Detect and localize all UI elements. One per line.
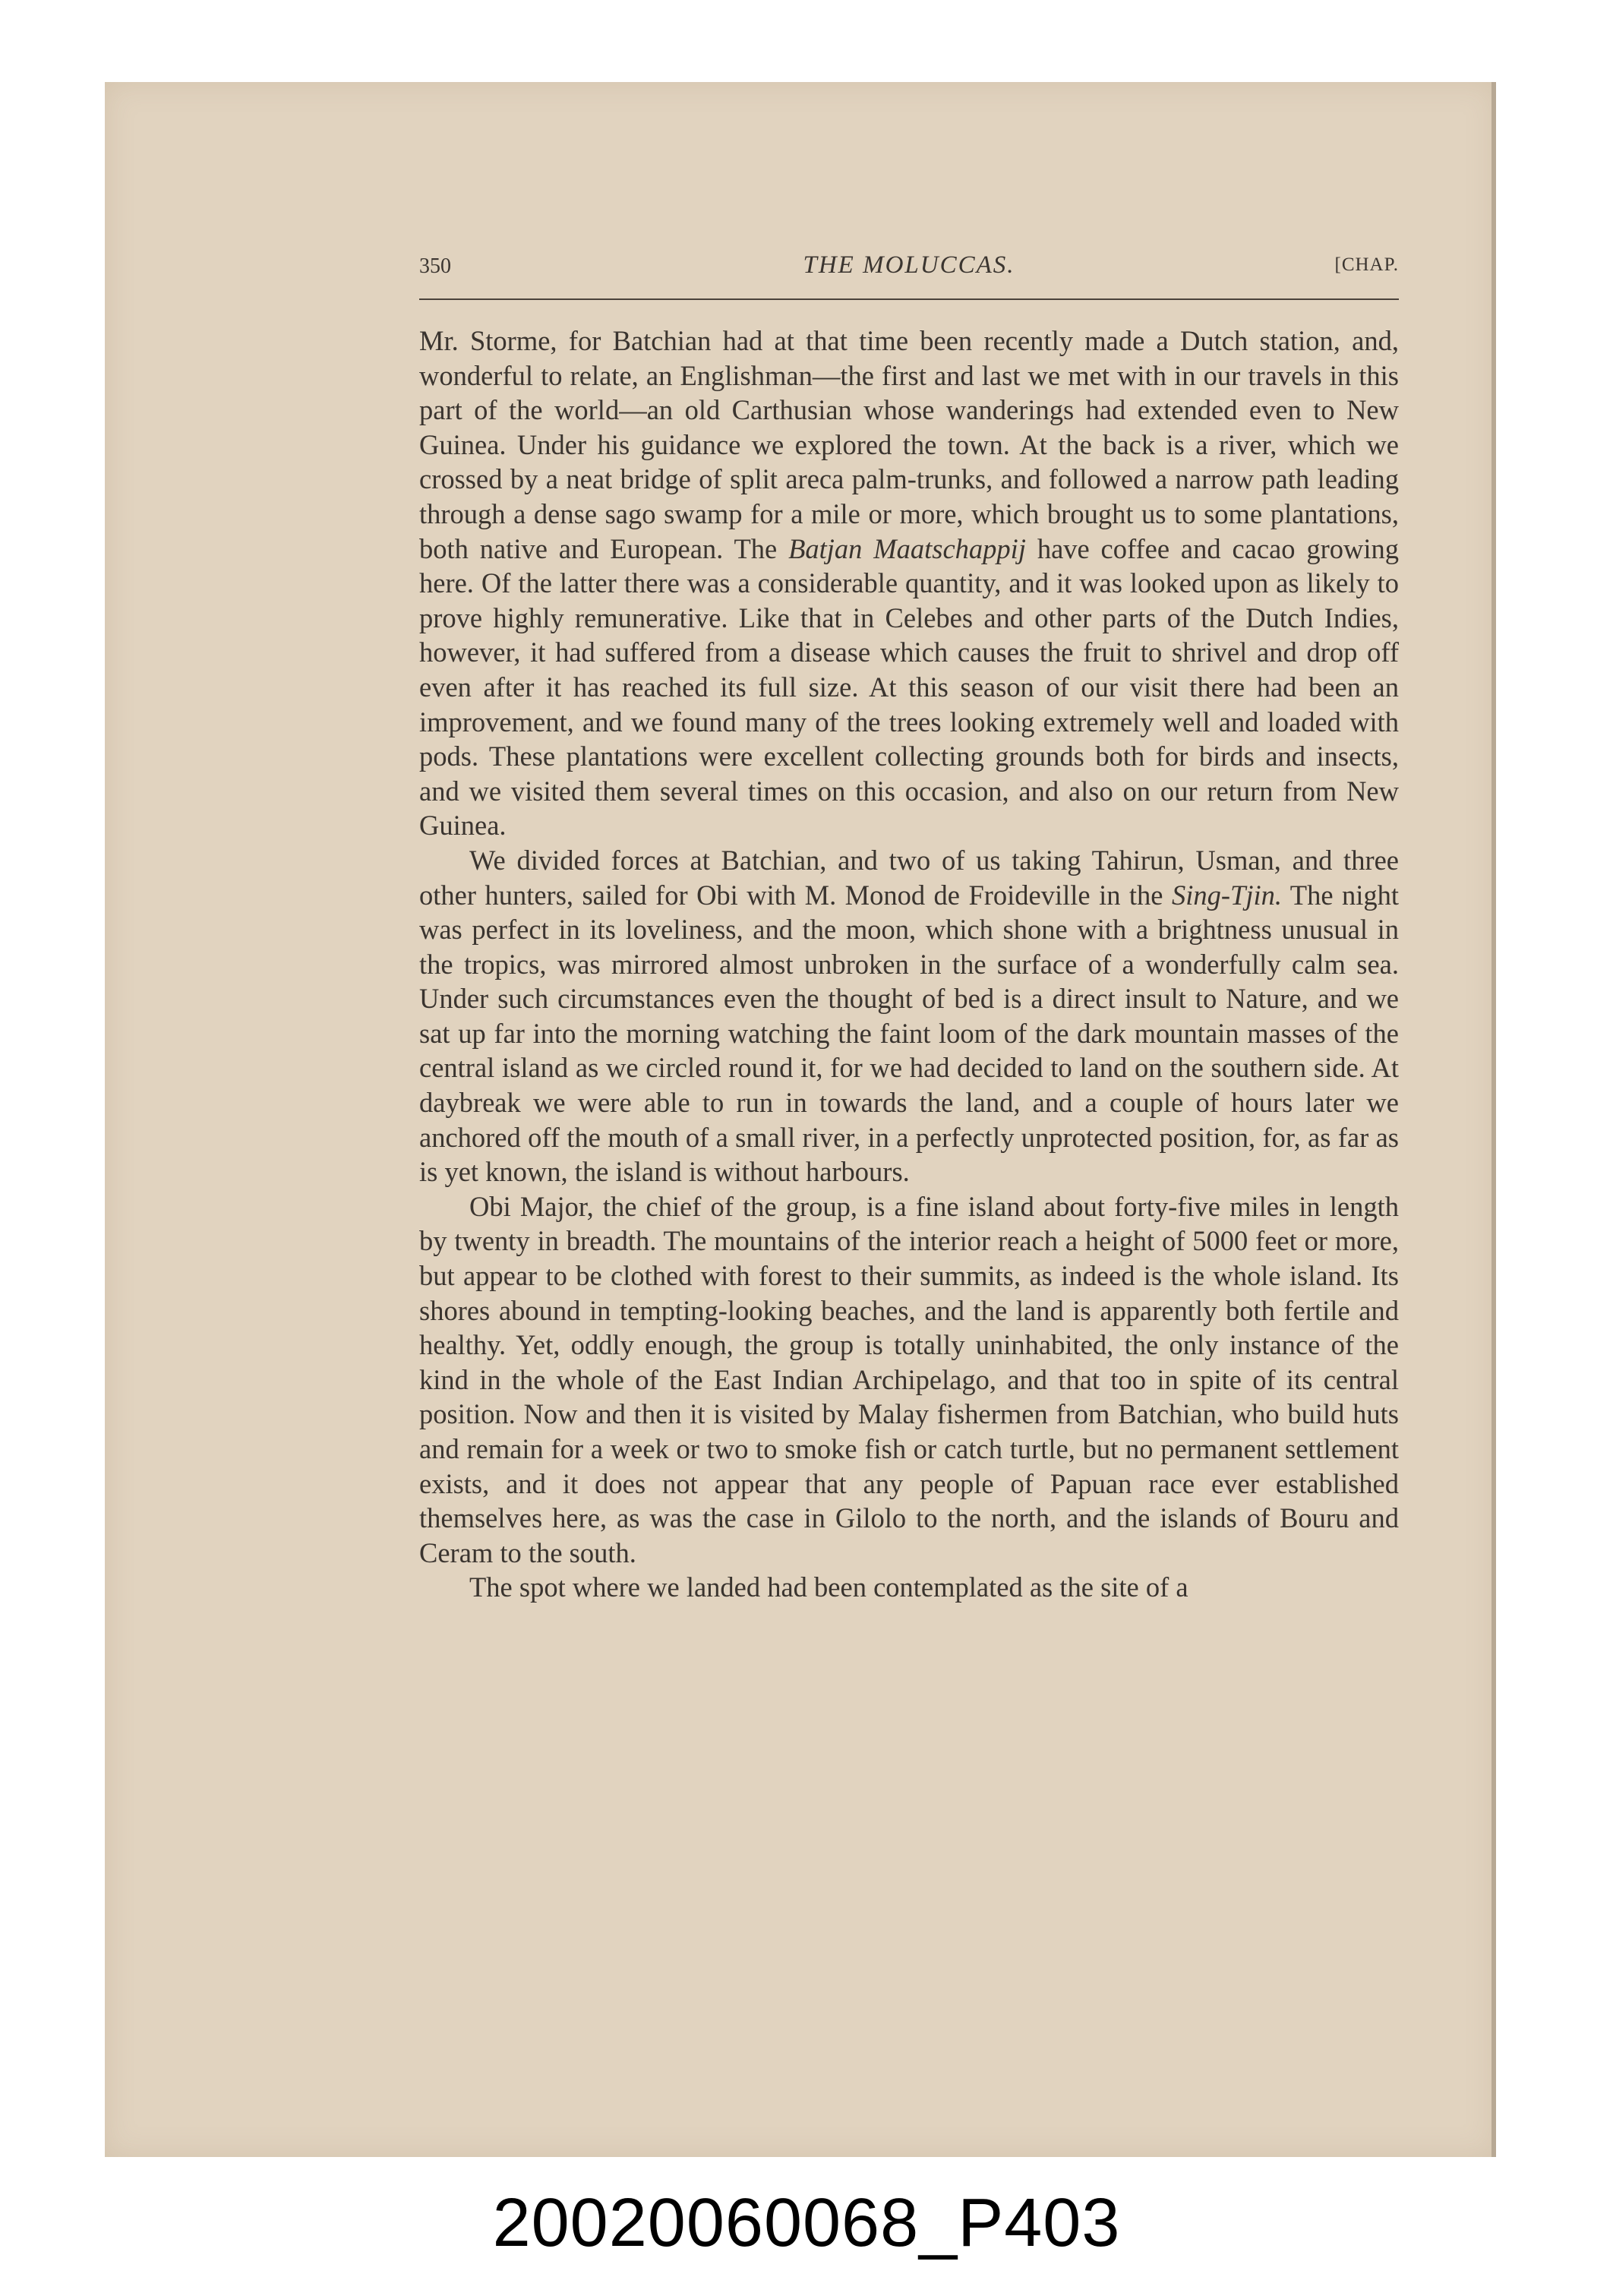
paragraph-2-part-a: We divided forces at Batchian, and two of us taking Tahirun, Usman, and three other hunters, sailed for Obi with M. Monod de Froideville in the (419, 844, 1399, 911)
chapter-mark: [CHAP. (1334, 254, 1399, 275)
paragraph-1-part-b: have coffee and cacao growing here. Of the latter there was a considerable quantity, and it was looked upon as likely to prove highly remunerative. Like that in Celebes and other parts of the Dutch Indies, however, it had suffered from a disease which causes the fruit to shrivel and drop off even after it has reached its full size. At this season of our visit there had been an improvement, and we found many of the trees looking extremely well and loaded with pods. These plantations were excellent collecting grounds both for birds and insects, and we visited them several times on this occasion, and also on our return from New Guinea. (419, 532, 1399, 842)
paragraph-4: The spot where we landed had been contemplated as the site of a (469, 1571, 1188, 1603)
paragraph-2-part-b: The night was perfect in its loveliness, and the moon, which shone with a brightness unusual in the tropics, was mirrored almost unbroken in the surface of a wonderfully calm sea. Under such circumstances even the thought of bed is a direct insult to Nature, and we sat up far into the morning watching the faint loom of the dark mountain masses of the central island as we circled round it, for we had decided to land on the southern side. At daybreak we were able to run in towards the land, and a couple of hours later we anchored off the mouth of a small river, in a perfectly unprotected position, for, as far as is yet known, the island is without harbours. (419, 879, 1400, 1188)
body-text (419, 324, 1399, 1605)
page-header (419, 247, 1399, 285)
header-rule (419, 298, 1399, 300)
paragraph-2 (419, 843, 1399, 1189)
paragraph-1-italic: Batjan Maatschappij (788, 532, 1026, 564)
paragraph-3: Obi Major, the chief of the group, is a fine island about forty-five miles in length by twenty in breadth. The mountains of the interior reach a height of 5000 feet or more, but appear to be clothed with forest to their summits, as indeed is the whole island. Its shores abound in tempting-looking beaches, and the land is apparently both fertile and healthy. Yet, oddly enough, the group is totally uninhabited, the only instance of the kind in the whole of the East Indian Archipelago, and that too in spite of its central position. Now and then it is visited by Malay fishermen from Batchian, who build huts and remain for a week or two to smoke fish or catch turtle, but no permanent settlement exists, and it does not appear that any people of Papuan race ever established themselves here, as was the case in Gilolo to the north, and the islands of Bouru and Ceram to the south. (419, 1190, 1399, 1568)
paragraph-1 (419, 324, 1399, 843)
running-title: THE MOLUCCAS. (803, 251, 1015, 279)
scan-identifier: 20020060068_P403 (492, 2185, 1121, 2261)
page-edge-shadow (1491, 82, 1496, 2157)
paragraph-1-part-a: Mr. Storme, for Batchian had at that time been recently made a Dutch station, and, wonderful to relate, an Englishman—the first and last we met with in our travels in this part of the world—an old Carthusian whose wanderings had extended even to New Guinea. Under his guidance we explored the town. At the back is a river, which we crossed by a neat bridge of split areca palm-trunks, and followed a narrow path leading through a dense sago swamp for a mile or more, which brought us to some plantations, both native and European. The (419, 325, 1399, 564)
paragraph-2-italic: Sing-Tjin. (1171, 879, 1282, 911)
page-number: 350 (419, 254, 451, 278)
